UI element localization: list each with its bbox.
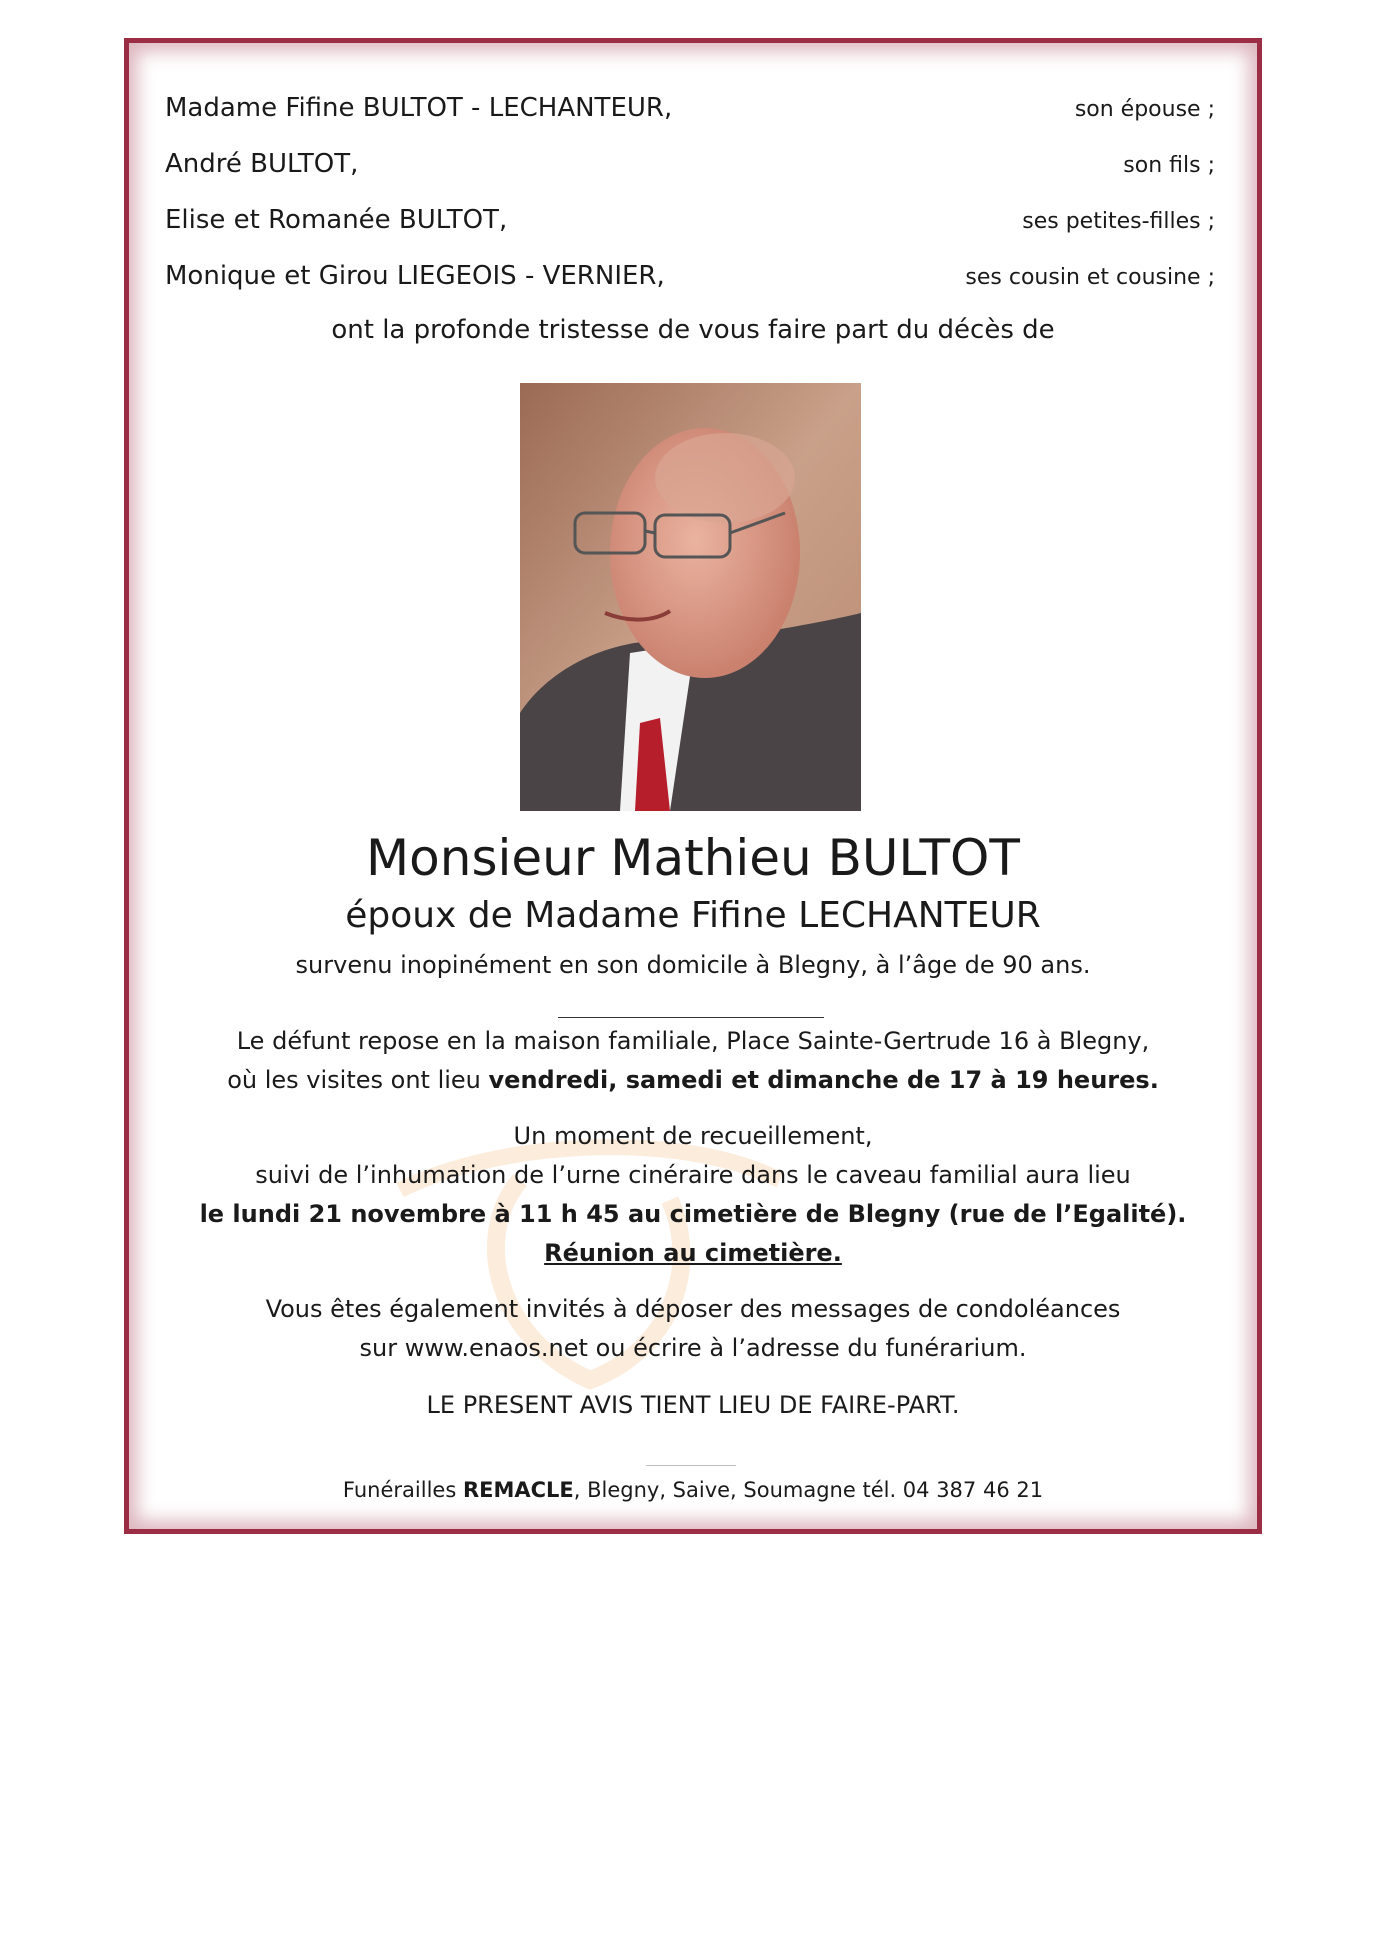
deceased-name: Monsieur Mathieu BULTOT [366, 829, 1020, 887]
notice-text: LE PRESENT AVIS TIENT LIEU DE FAIRE-PART. [426, 1391, 960, 1419]
family-member-relation: ses cousin et cousine ; [965, 265, 1215, 290]
ceremony-line: suivi de l’inhumation de l’urne cinéraire dans le caveau familial aura lieu [255, 1161, 1131, 1189]
family-member-name: Monique et Girou LIEGEOIS - VERNIER, [165, 261, 665, 291]
visit-line: Le défunt repose en la maison familiale, Place Sainte-Gertrude 16 à Blegny, [236, 1027, 1150, 1055]
condolences-line: Vous êtes également invités à déposer des messages de condoléances [265, 1295, 1121, 1323]
visit-info [124, 1022, 1262, 1100]
condolences-line: sur www.enaos.net ou écrire à l’adresse du funérarium. [359, 1334, 1027, 1362]
footer-details: , Blegny, Saive, Soumagne tél. 04 387 46 21 [573, 1478, 1044, 1502]
intro-text: ont la profonde tristesse de vous faire part du décès de [331, 315, 1055, 345]
family-row [165, 144, 1215, 184]
visit-times: vendredi, samedi et dimanche de 17 à 19 heures. [488, 1066, 1159, 1094]
family-member-name: Elise et Romanée BULTOT, [165, 205, 508, 235]
ceremony-info [124, 1117, 1262, 1273]
family-member-relation: son épouse ; [1074, 97, 1215, 122]
divider [558, 1017, 824, 1018]
footer-divider [646, 1465, 736, 1466]
footer-prefix: Funérailles [342, 1478, 463, 1502]
family-row [165, 200, 1215, 240]
family-member-name: André BULTOT, [165, 149, 359, 179]
footer-company: REMACLE [462, 1478, 574, 1502]
ceremony-date: le lundi 21 novembre à 11 h 45 au cimetière de Blegny (rue de l’Egalité). [199, 1200, 1187, 1228]
family-member-name: Madame Fifine BULTOT - LECHANTEUR, [165, 93, 673, 123]
condolences-info [124, 1290, 1262, 1368]
footer [124, 1474, 1262, 1506]
deceased-circumstances: survenu inopinément en son domicile à Blegny, à l’âge de 90 ans. [295, 951, 1091, 979]
family-row [165, 256, 1215, 296]
visit-prefix: où les visites ont lieu [227, 1066, 489, 1094]
ceremony-line: Un moment de recueillement, [513, 1122, 873, 1150]
deceased-spouse: époux de Madame Fifine LECHANTEUR [345, 895, 1041, 936]
family-row [165, 88, 1215, 128]
ceremony-meeting: Réunion au cimetière. [544, 1239, 842, 1267]
portrait-photo [520, 383, 861, 811]
family-member-relation: ses petites-filles ; [1022, 209, 1215, 234]
visit-line [124, 1061, 1262, 1100]
family-member-relation: son fils ; [1123, 153, 1215, 178]
